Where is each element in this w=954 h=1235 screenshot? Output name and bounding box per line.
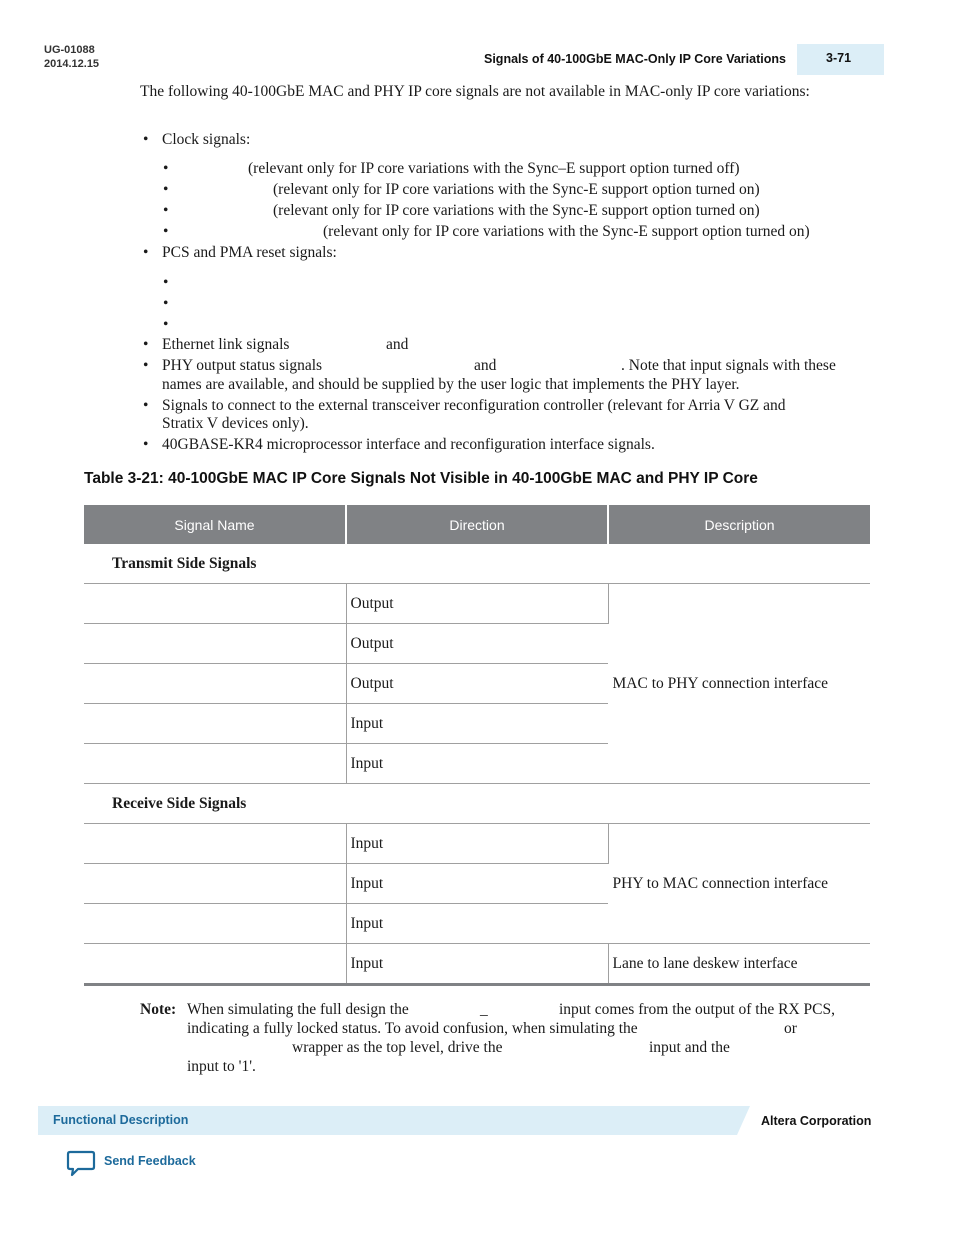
sub-bullet-dot: •: [163, 160, 169, 177]
bullet-link-signals: Ethernet link signals: [162, 336, 290, 353]
direction-cell: Output: [346, 664, 608, 704]
table-row: [84, 944, 870, 985]
direction-cell: Input: [346, 944, 608, 985]
bullet-phy-status: PHY output status signals: [162, 357, 323, 374]
direction-cell: Input: [346, 744, 608, 784]
bullet-reconfig-cont: Stratix V devices only).: [162, 415, 309, 432]
note-line: or: [784, 1020, 797, 1037]
document-id: [44, 43, 99, 71]
note-line: indicating a fully locked status. To avoid confusion, when simulating the: [187, 1020, 638, 1037]
section-row: [84, 544, 870, 584]
direction-cell: Output: [346, 584, 608, 624]
bullet-reset-signals: PCS and PMA reset signals:: [162, 244, 337, 261]
link-and: and: [386, 336, 409, 353]
bullet-dot: •: [143, 357, 149, 374]
column-header-direction: Direction: [346, 505, 608, 544]
bullet-dot: •: [143, 244, 149, 261]
doc-id: UG-01088: [44, 44, 95, 56]
note-line: _: [480, 1001, 488, 1018]
clock-sub-item: (relevant only for IP core variations with the Sync-E support option turned on): [323, 223, 810, 240]
clock-sub-item: (relevant only for IP core variations with the Sync-E support option turned on): [273, 181, 760, 198]
direction-cell: Input: [346, 824, 608, 864]
signal-name-cell: [84, 744, 346, 784]
phy-status-and: and: [474, 357, 497, 374]
signal-name-cell: [84, 904, 346, 944]
direction-cell: Input: [346, 704, 608, 744]
footer-section-link[interactable]: Functional Description: [53, 1113, 189, 1127]
sub-bullet-dot: •: [163, 202, 169, 219]
column-header-signal-name: Signal Name: [84, 505, 346, 544]
bullet-dot: •: [143, 397, 149, 414]
signal-name-cell: [84, 944, 346, 985]
note-line: input comes from the output of the RX PCS,: [559, 1001, 835, 1018]
note-label: Note:: [140, 1001, 177, 1018]
signals-table: [84, 505, 870, 986]
direction-cell: Output: [346, 624, 608, 664]
sub-bullet-dot: •: [163, 295, 169, 312]
table-row: [84, 584, 870, 624]
signal-name-cell: [84, 824, 346, 864]
description-cell: MAC to PHY connection interface: [608, 584, 870, 784]
footer-company: Altera Corporation: [761, 1114, 872, 1128]
note-line: When simulating the full design the: [187, 1001, 409, 1018]
page-number: 3-71: [826, 51, 852, 65]
bullet-dot: •: [143, 436, 149, 453]
bullet-clock-signals: Clock signals:: [162, 131, 251, 148]
note-line: input to '1'.: [187, 1058, 256, 1075]
signal-name-cell: [84, 704, 346, 744]
phy-status-note: . Note that input signals with these: [621, 357, 836, 374]
note-line: input and the: [649, 1039, 730, 1056]
direction-cell: Input: [346, 904, 608, 944]
clock-sub-item: (relevant only for IP core variations with the Sync–E support option turned off): [248, 160, 740, 177]
section-transmit: Transmit Side Signals: [84, 544, 870, 584]
signal-name-cell: [84, 664, 346, 704]
note-line: wrapper as the top level, drive the: [292, 1039, 503, 1056]
bullet-kr4: 40GBASE-KR4 microprocessor interface and reconfiguration interface signals.: [162, 436, 655, 453]
section-title: Signals of 40-100GbE MAC-Only IP Core Variations: [484, 52, 786, 66]
column-header-description: Description: [608, 505, 870, 544]
signal-name-cell: [84, 864, 346, 904]
section-receive: Receive Side Signals: [84, 784, 870, 824]
signal-name-cell: [84, 584, 346, 624]
doc-date: 2014.12.15: [44, 58, 100, 70]
table-row: [84, 824, 870, 864]
sub-bullet-dot: •: [163, 223, 169, 240]
sub-bullet-dot: •: [163, 316, 169, 333]
clock-sub-item: (relevant only for IP core variations with the Sync-E support option turned on): [273, 202, 760, 219]
description-cell: PHY to MAC connection interface: [608, 824, 870, 944]
direction-cell: Input: [346, 864, 608, 904]
send-feedback-link[interactable]: Send Feedback: [104, 1154, 196, 1168]
phy-status-note-cont: names are available, and should be supplied by the user logic that implements the PHY layer.: [162, 376, 740, 393]
bullet-reconfig: Signals to connect to the external transceiver reconfiguration controller (relevant for Arria V GZ and: [162, 397, 786, 414]
intro-paragraph: The following 40-100GbE MAC and PHY IP core signals are not available in MAC-only IP core variations:: [140, 83, 810, 100]
sub-bullet-dot: •: [163, 181, 169, 198]
bullet-dot: •: [143, 131, 149, 148]
section-row: [84, 784, 870, 824]
description-cell: Lane to lane deskew interface: [608, 944, 870, 985]
sub-bullet-dot: •: [163, 274, 169, 291]
table-header-row: [84, 505, 870, 544]
table-caption: Table 3-21: 40-100GbE MAC IP Core Signals Not Visible in 40-100GbE MAC and PHY IP Core: [84, 470, 758, 487]
bullet-dot: •: [143, 336, 149, 353]
signal-name-cell: [84, 624, 346, 664]
speech-bubble-icon[interactable]: [66, 1150, 96, 1178]
